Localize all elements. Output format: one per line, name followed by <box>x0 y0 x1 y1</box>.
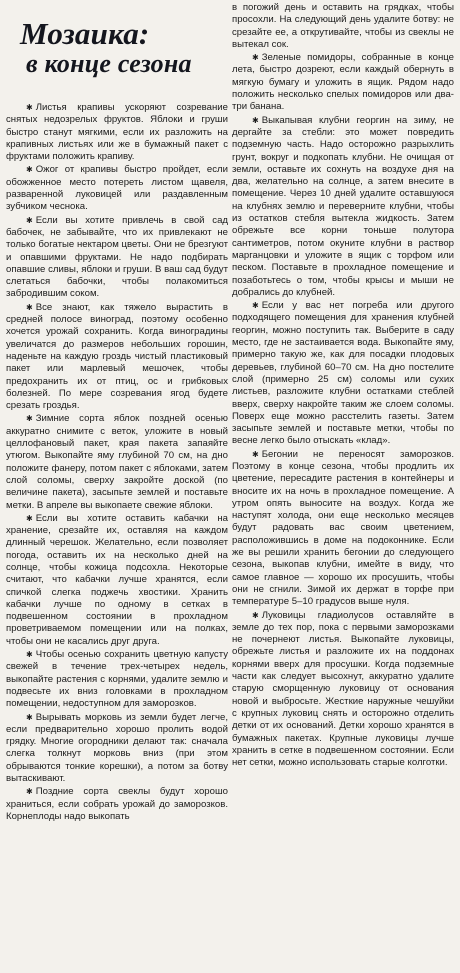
bullet-icon: ✱ <box>26 787 33 797</box>
tip-paragraph <box>6 164 228 213</box>
tip-paragraph <box>232 52 454 113</box>
bullet-icon: ✱ <box>26 513 33 523</box>
tip-text: Бегонии не переносят заморозков. Поэтому в конце сезона, чтобы продлить их цветение, пересадите растения в контейнеры и вносите их на ночь в прохладное помещение. А утром опять выносите на воздух. Когда же наступят холода, они еще несколько месяцев будут радовать вас своим цветением, расположившись в доме на подоконнике. Если же вы решили хранить бегонии до следующего сезона, выкопав клубни, имейте в виду, что самое главное — хорошо их просушить, чтобы они не сгнили. Зимой их держат в торфе при температуре 5–10 градусов выше нуля. <box>232 448 454 608</box>
tip-paragraph <box>232 449 454 609</box>
tip-paragraph <box>232 300 454 448</box>
tip-text: Листья крапивы ускоряют созревание снятых недозрелых фруктов. Яблоки и груши быстро станут мягкими, если их разложить на крапивных листьях или же в бумажный пакет с фруктами положить крапиву. <box>6 102 228 163</box>
bullet-icon: ✱ <box>26 302 33 312</box>
tip-paragraph <box>6 215 228 301</box>
bullet-icon: ✱ <box>252 449 259 459</box>
article-title <box>6 18 228 102</box>
tip-text: Все знают, как тяжело вырастить в средней полосе виноград, поэтому особенно хочется урожай сохранить. Когда виноградины увеличатся до размеров небольших горошин, наденьте на каждую гроздь чистый пластиковый пакет или марлевый мешочек, чтобы предохранить их от птиц, ос и грибковых болезней. По мере созревания ягод будете срезать гроздья. <box>6 301 228 412</box>
tip-paragraph <box>232 115 454 299</box>
tip-paragraph <box>6 413 228 511</box>
bullet-icon: ✱ <box>26 650 33 660</box>
tip-paragraph <box>232 610 454 770</box>
tip-text: Зеленые помидоры, собранные в конце лета, быстро дозреют, если каждый обернуть в мягкую бумагу и уложить в ящик. Рядом надо положить несколько спелых помидоров или два-три банана. <box>232 52 454 113</box>
tip-text: Ожог от крапивы быстро пройдет, если обожженное место потереть листом щавеля, разваренной луковицей или раздавленным зубчиком чеснока. <box>6 164 228 213</box>
bullet-icon: ✱ <box>252 301 259 311</box>
tip-paragraph <box>6 102 228 163</box>
bullet-icon: ✱ <box>26 165 33 175</box>
bullet-icon: ✱ <box>26 215 33 225</box>
bullet-icon: ✱ <box>252 610 259 620</box>
right-column <box>232 2 454 968</box>
tip-text: Если у вас нет погреба или другого подходящего помещения для хранения клубней георгин, можно поступить так. Выберите в саду место, где не застаивается вода. Выкопайте яму, примерно такую же, как для посадки плодовых деревьев, глубиной 60–70 см. На дно постелите слой (примерно 25 см) соломы или сухих листьев, разложите клубни остатками стеблей вверх, сверху накройте таким же слоем соломы. Поверх еще можно расстелить газеты. Затем засыпьте землей и поставьте метки, чтобы по весне легко было отыскать «клад». <box>232 300 454 447</box>
bullet-icon: ✱ <box>26 414 33 424</box>
bullet-icon: ✱ <box>26 712 33 722</box>
tip-paragraph <box>6 513 228 648</box>
bullet-icon: ✱ <box>252 53 259 63</box>
tip-paragraph <box>6 649 228 710</box>
tip-text: Поздние сорта свеклы будут хорошо храниться, если собрать урожай до заморозков. Корнеплоды надо выкопать <box>6 786 228 822</box>
tip-text: Зимние сорта яблок поздней осенью аккуратно снимите с веток, уложите в новый целлофановый пакет, края пакета запаяйте утюгом. Выкопайте яму глубиной 70 см, на дно положите фанеру, потом пакет с яблоками, затем слой соломы, сверху закройте доской (по величине пакета), засыпьте землей и поставьте метки. В апреле вы выкопаете свежие яблоки. <box>6 413 228 511</box>
tip-paragraph <box>232 2 454 51</box>
title-line-2: в конце сезона <box>26 49 192 78</box>
tip-text: Выкапывая клубни георгин на зиму, не дергайте за стебли: это может повредить подземную часть. Надо осторожно разрыхлить грунт, вокруг и подкопать клубни. Не очищая от земли, оставьте их сохнуть на воздухе дня на два, желательно на солнце, а затем внесите в помещение. Через 10 дней удалите оставшуюся на клубнях землю и переверните клубни, чтобы из остатков стебля вытекла жидкость. Затем обрежьте все корни тоньше полутора сантиметров, потом окуните клубни в раствор марганцовки и уложите в ящик с торфом или песком. Поставьте в прохладное помещение и позаботьтесь о том, чтобы крысы и мыши не добрались до клубней. <box>232 114 454 298</box>
left-column-text <box>6 102 228 823</box>
bullet-icon: ✱ <box>252 115 259 125</box>
tip-text: Если вы хотите привлечь в свой сад бабочек, не забывайте, что их привлекают не только богатые нектаром цветы. Они не брезгуют и опавшими фруктами. Не надо подбирать опавшие сливы, яблоки и груши. В ваш сад будут слетаться бабочки, чтобы полакомиться забродившим соком. <box>6 214 228 300</box>
tip-text: в погожий день и оставить на грядках, чтобы просохли. На следующий день удалите ботву: не срезайте ее, а открутивайте, чтобы из свеклы не вытекал сок. <box>232 2 454 50</box>
tip-text: Если вы хотите оставить кабачки на хранение, срезайте их, оставляя на каждом длинный черешок. Желательно, если позволяет погода, оставить их на несколько дней на солнце, чтобы кожица подсохла. Некоторые считают, что кабачки лучше хранятся, если спичкой слегка поджечь хвостики. Хранить кабачки лучше по одному в сетках в подвешенном состоянии в прохладном проветриваемом помещении или на полках, чтобы они не касались друг друга. <box>6 512 228 647</box>
left-column <box>6 8 228 968</box>
tip-paragraph <box>6 786 228 823</box>
tip-paragraph <box>6 712 228 786</box>
bullet-icon: ✱ <box>26 103 33 112</box>
title-line-1: Мозаика: <box>20 16 150 51</box>
tip-text: Луковицы гладиолусов оставляйте в земле до тех пор, пока с первыми заморозками не почернеют листья. Выкопайте луковицы, обрежьте листья и разложите их на поддонах корнями вверх для просушки. Когда подземные части как следует высохнут, аккуратно удалите старую сморщенную луковицу от основания новой и выбросьте. Жесткие наружные чешуйки с крупных луковиц снять и осторожно отделить детки от их оснований. Детки хорошо хранятся в бумажных пакетах. Крупные луковицы лучше хранить в сетке в подвешенном состоянии. Если нет сетки, можно использовать старые колготки. <box>232 609 454 769</box>
tip-text: Чтобы осенью сохранить цветную капусту свежей в течение трех-четырех недель, выкопайте растения с корнями, удалите землю и подвесьте их вниз головками в прохладном помещении, недоступном для заморозков. <box>6 649 228 710</box>
right-column-text <box>232 2 454 769</box>
tip-paragraph <box>6 302 228 413</box>
tip-text: Вырывать морковь из земли будет легче, если предварительно хорошо пролить водой грядку. Многие огородники делают так: сначала слегка толкнут морковь вниз (при этом обрываются тонкие корешки), а потом за ботву вытаскивают. <box>6 711 228 785</box>
